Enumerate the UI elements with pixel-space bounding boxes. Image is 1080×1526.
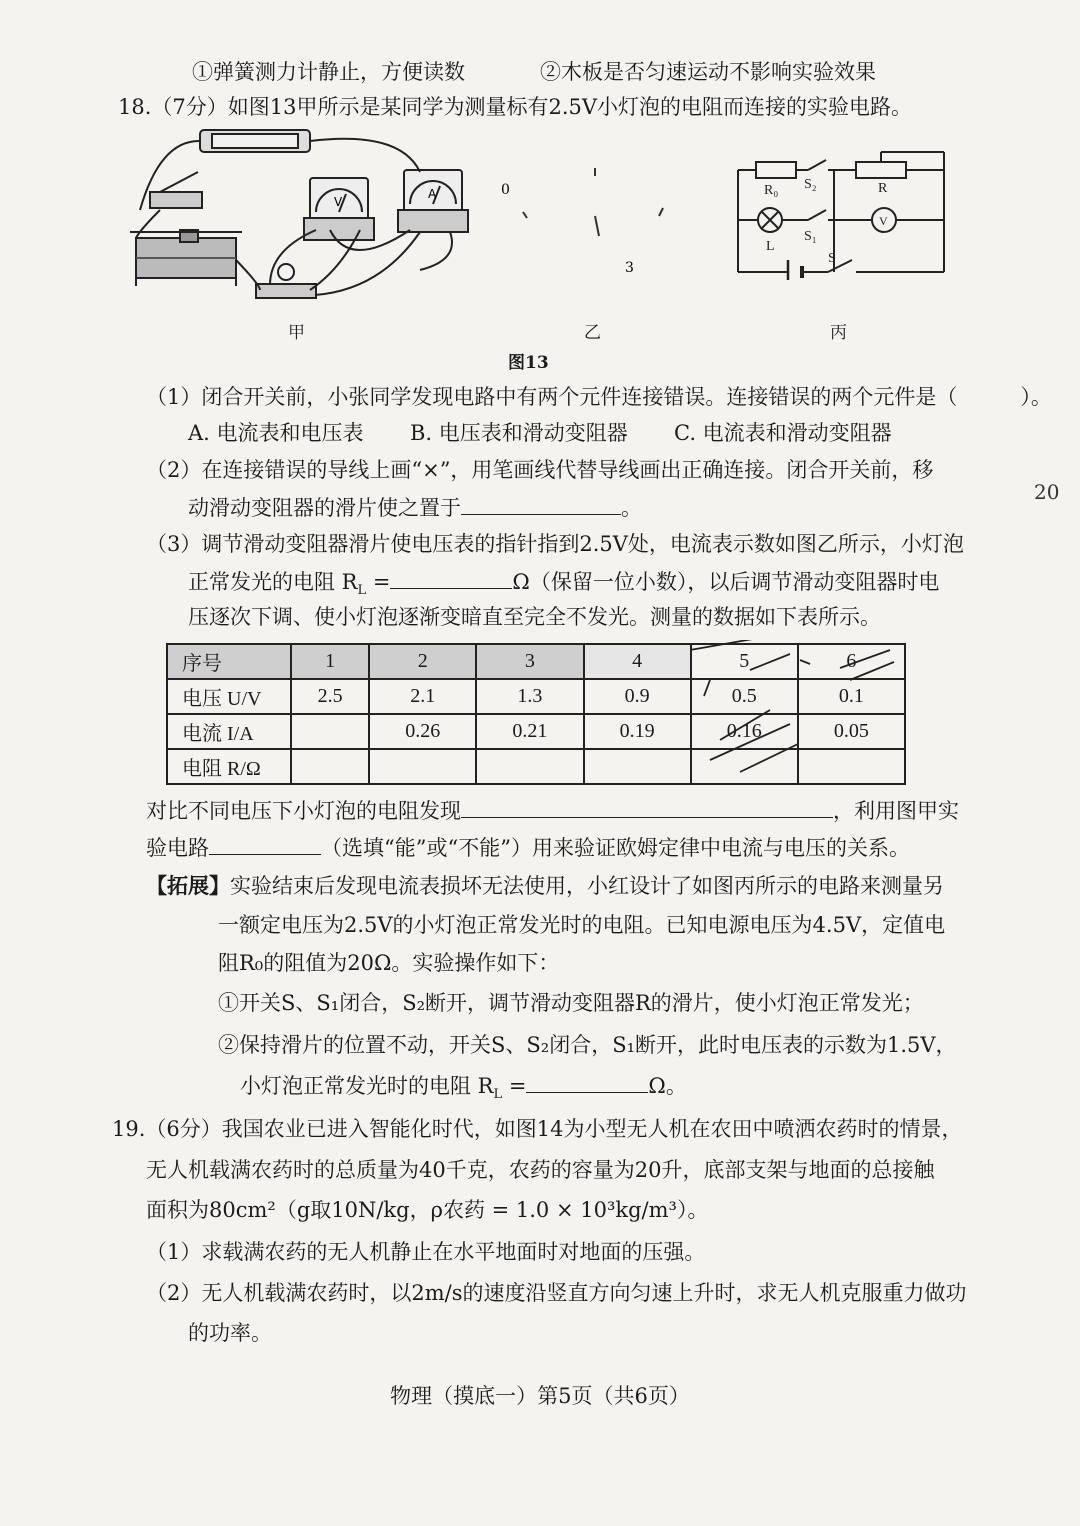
- q18-part3-line1: （3）调节滑动变阻器滑片使电压表的指针指到2.5V处，电流表示数如图乙所示，小灯泡: [146, 532, 964, 556]
- figure-13-jia: [120, 120, 480, 320]
- q18-part3-line3: 压逐次下调、使小灯泡逐渐变暗直至完全不发光。测量的数据如下表所示。: [188, 605, 881, 629]
- table-header-cell: 6: [798, 644, 905, 679]
- table-cell: 0.1: [798, 679, 905, 714]
- q18-part3-line2: [188, 566, 939, 606]
- label-yi: 乙: [584, 323, 601, 343]
- q19-line3: 面积为80cm²（g取10N/kg，ρ农药 = 1.0 × 10³kg/m³）。: [146, 1198, 709, 1222]
- q18-part2-text: 动滑动变阻器的滑片使之置于: [188, 496, 461, 520]
- table-row-label: 电压 U/V: [167, 679, 291, 714]
- table-header-cell: 5: [691, 644, 798, 679]
- voltmeter-label: V: [334, 195, 343, 209]
- q18-part2-line1: （2）在连接错误的导线上画“×”，用笔画线代替导线画出正确连接。闭合开关前，移: [146, 458, 934, 482]
- extension-line1: [146, 871, 944, 901]
- table-cell[interactable]: [291, 749, 369, 784]
- extension-eq: =: [502, 1074, 527, 1098]
- prev-option-1: ①弹簧测力计静止，方便读数: [192, 60, 465, 84]
- table-cell[interactable]: [584, 749, 691, 784]
- table-cell: 0.5: [691, 679, 798, 714]
- circuit-label-s: S: [828, 251, 836, 266]
- table-header-cell: 序号: [167, 644, 291, 679]
- table-row-label: 电流 I/A: [167, 714, 291, 749]
- table-cell: 2.1: [369, 679, 476, 714]
- extension-step1: ①开关S、S₁闭合，S₂断开，调节滑动变阻器R的滑片，使小灯泡正常发光；: [218, 991, 924, 1015]
- q19-part2-line2: 的功率。: [188, 1321, 272, 1345]
- q18-part1: （1）闭合开关前，小张同学发现电路中有两个元件连接错误。连接错误的两个元件是（ ）。: [146, 385, 1052, 409]
- q18-part3-rl: 正常发光的电阻 R: [188, 570, 358, 594]
- after-table-text-4: （选填“能”或“不能”）用来验证欧姆定律中电流与电压的关系。: [321, 836, 910, 860]
- after-table-text: 对比不同电压下小灯泡的电阻发现: [146, 799, 461, 823]
- after-table-line2: [146, 832, 910, 863]
- label-jia: 甲: [288, 323, 305, 343]
- table-cell[interactable]: [291, 714, 369, 749]
- margin-mark: 20: [1034, 480, 1060, 504]
- q19-line1: 19.（6分）我国农业已进入智能化时代，如图14为小型无人机在农田中喷洒农药时的情景，: [112, 1117, 963, 1141]
- ammeter-label: A: [428, 187, 437, 201]
- extension-line2: 一额定电压为2.5V的小灯泡正常发光时的电阻。已知电源电压为4.5V，定值电: [218, 913, 946, 937]
- table-header-cell: 2: [369, 644, 476, 679]
- table-header-cell: 1: [291, 644, 369, 679]
- after-table-text-2: ，利用图甲实: [833, 799, 959, 823]
- prev-option-2: ②木板是否匀速运动不影响实验效果: [540, 60, 876, 84]
- table-cell: 2.5: [291, 679, 369, 714]
- table-cell: 0.19: [584, 714, 691, 749]
- circuit-label-l: L: [766, 239, 775, 254]
- q18-part3-eq: =: [366, 570, 391, 594]
- ammeter-scale-3: 3: [625, 260, 634, 276]
- circuit-label-r0: R₀: [764, 183, 779, 198]
- extension-rl: 小灯泡正常发光时的电阻 R: [240, 1074, 494, 1098]
- q18-option-a: A. 电流表和电压表: [188, 421, 364, 445]
- q19-part1: （1）求载满农药的无人机静止在水平地面时对地面的压强。: [146, 1240, 706, 1264]
- circuit-label-v: V: [879, 214, 888, 228]
- q18-part3-rest: Ω（保留一位小数），以后调节滑动变阻器时电: [512, 570, 940, 594]
- q18-option-c: C. 电流表和滑动变阻器: [674, 421, 892, 445]
- table-cell: 0.05: [798, 714, 905, 749]
- q18-option-b: B. 电压表和滑动变阻器: [410, 421, 628, 445]
- table-cell: 0.9: [584, 679, 691, 714]
- handwritten-scribbles: [680, 640, 910, 780]
- table-header-cell: 3: [476, 644, 583, 679]
- circuit-label-r: R: [878, 181, 888, 196]
- extension-text-1: 实验结束后发现电流表损坏无法使用，小红设计了如图丙所示的电路来测量另: [230, 874, 944, 898]
- answer-blank-resistance[interactable]: [390, 566, 512, 589]
- q19-line2: 无人机载满农药时的总质量为40千克，农药的容量为20升，底部支架与地面的总接触: [146, 1158, 935, 1182]
- answer-blank-resistance-trend[interactable]: [461, 795, 833, 818]
- extension-tag: 【拓展】: [146, 873, 230, 898]
- extension-step2: ②保持滑片的位置不动，开关S、S₂闭合，S₁断开，此时电压表的示数为1.5V，: [218, 1033, 957, 1057]
- extension-unit: Ω。: [648, 1074, 687, 1098]
- figure-13-bing: [728, 140, 960, 280]
- circuit-label-s1: S₁: [804, 229, 817, 244]
- extension-line3: 阻R₀的阻值为20Ω。实验操作如下：: [218, 951, 560, 975]
- table-cell: 0.16: [691, 714, 798, 749]
- page-footer: 物理（摸底一）第5页（共6页）: [390, 1384, 690, 1408]
- table-cell: 0.21: [476, 714, 583, 749]
- answer-blank-slider-position[interactable]: [461, 492, 621, 515]
- table-cell[interactable]: [369, 749, 476, 784]
- table-cell: 0.26: [369, 714, 476, 749]
- q18-part2-end: 。: [621, 496, 642, 520]
- table-row-label: 电阻 R/Ω: [167, 749, 291, 784]
- q18-part2-line2: [188, 492, 642, 523]
- q19-part2-line1: （2）无人机载满农药时，以2m/s的速度沿竖直方向匀速上升时，求无人机克服重力做功: [146, 1281, 967, 1305]
- after-table-line1: [146, 795, 959, 826]
- table-cell: 1.3: [476, 679, 583, 714]
- answer-blank-extension-resistance[interactable]: [526, 1070, 648, 1093]
- after-table-text-3: 验电路: [146, 836, 209, 860]
- table-header-cell: 4: [584, 644, 691, 679]
- label-bing: 丙: [830, 323, 847, 343]
- figure-13-yi: [495, 150, 685, 290]
- answer-blank-can-verify[interactable]: [209, 832, 321, 855]
- circuit-label-s2: S₂: [804, 177, 817, 192]
- q18-header: 18.（7分）如图13甲所示是某同学为测量标有2.5V小灯泡的电阻而连接的实验电路。: [118, 95, 913, 119]
- ammeter-scale-0: 0: [501, 182, 510, 198]
- extension-rl-sub: L: [493, 1087, 503, 1103]
- extension-step3: [240, 1070, 687, 1110]
- q18-part3-rl-sub: L: [357, 583, 367, 599]
- figure-caption: 图13: [508, 353, 549, 373]
- table-cell[interactable]: [476, 749, 583, 784]
